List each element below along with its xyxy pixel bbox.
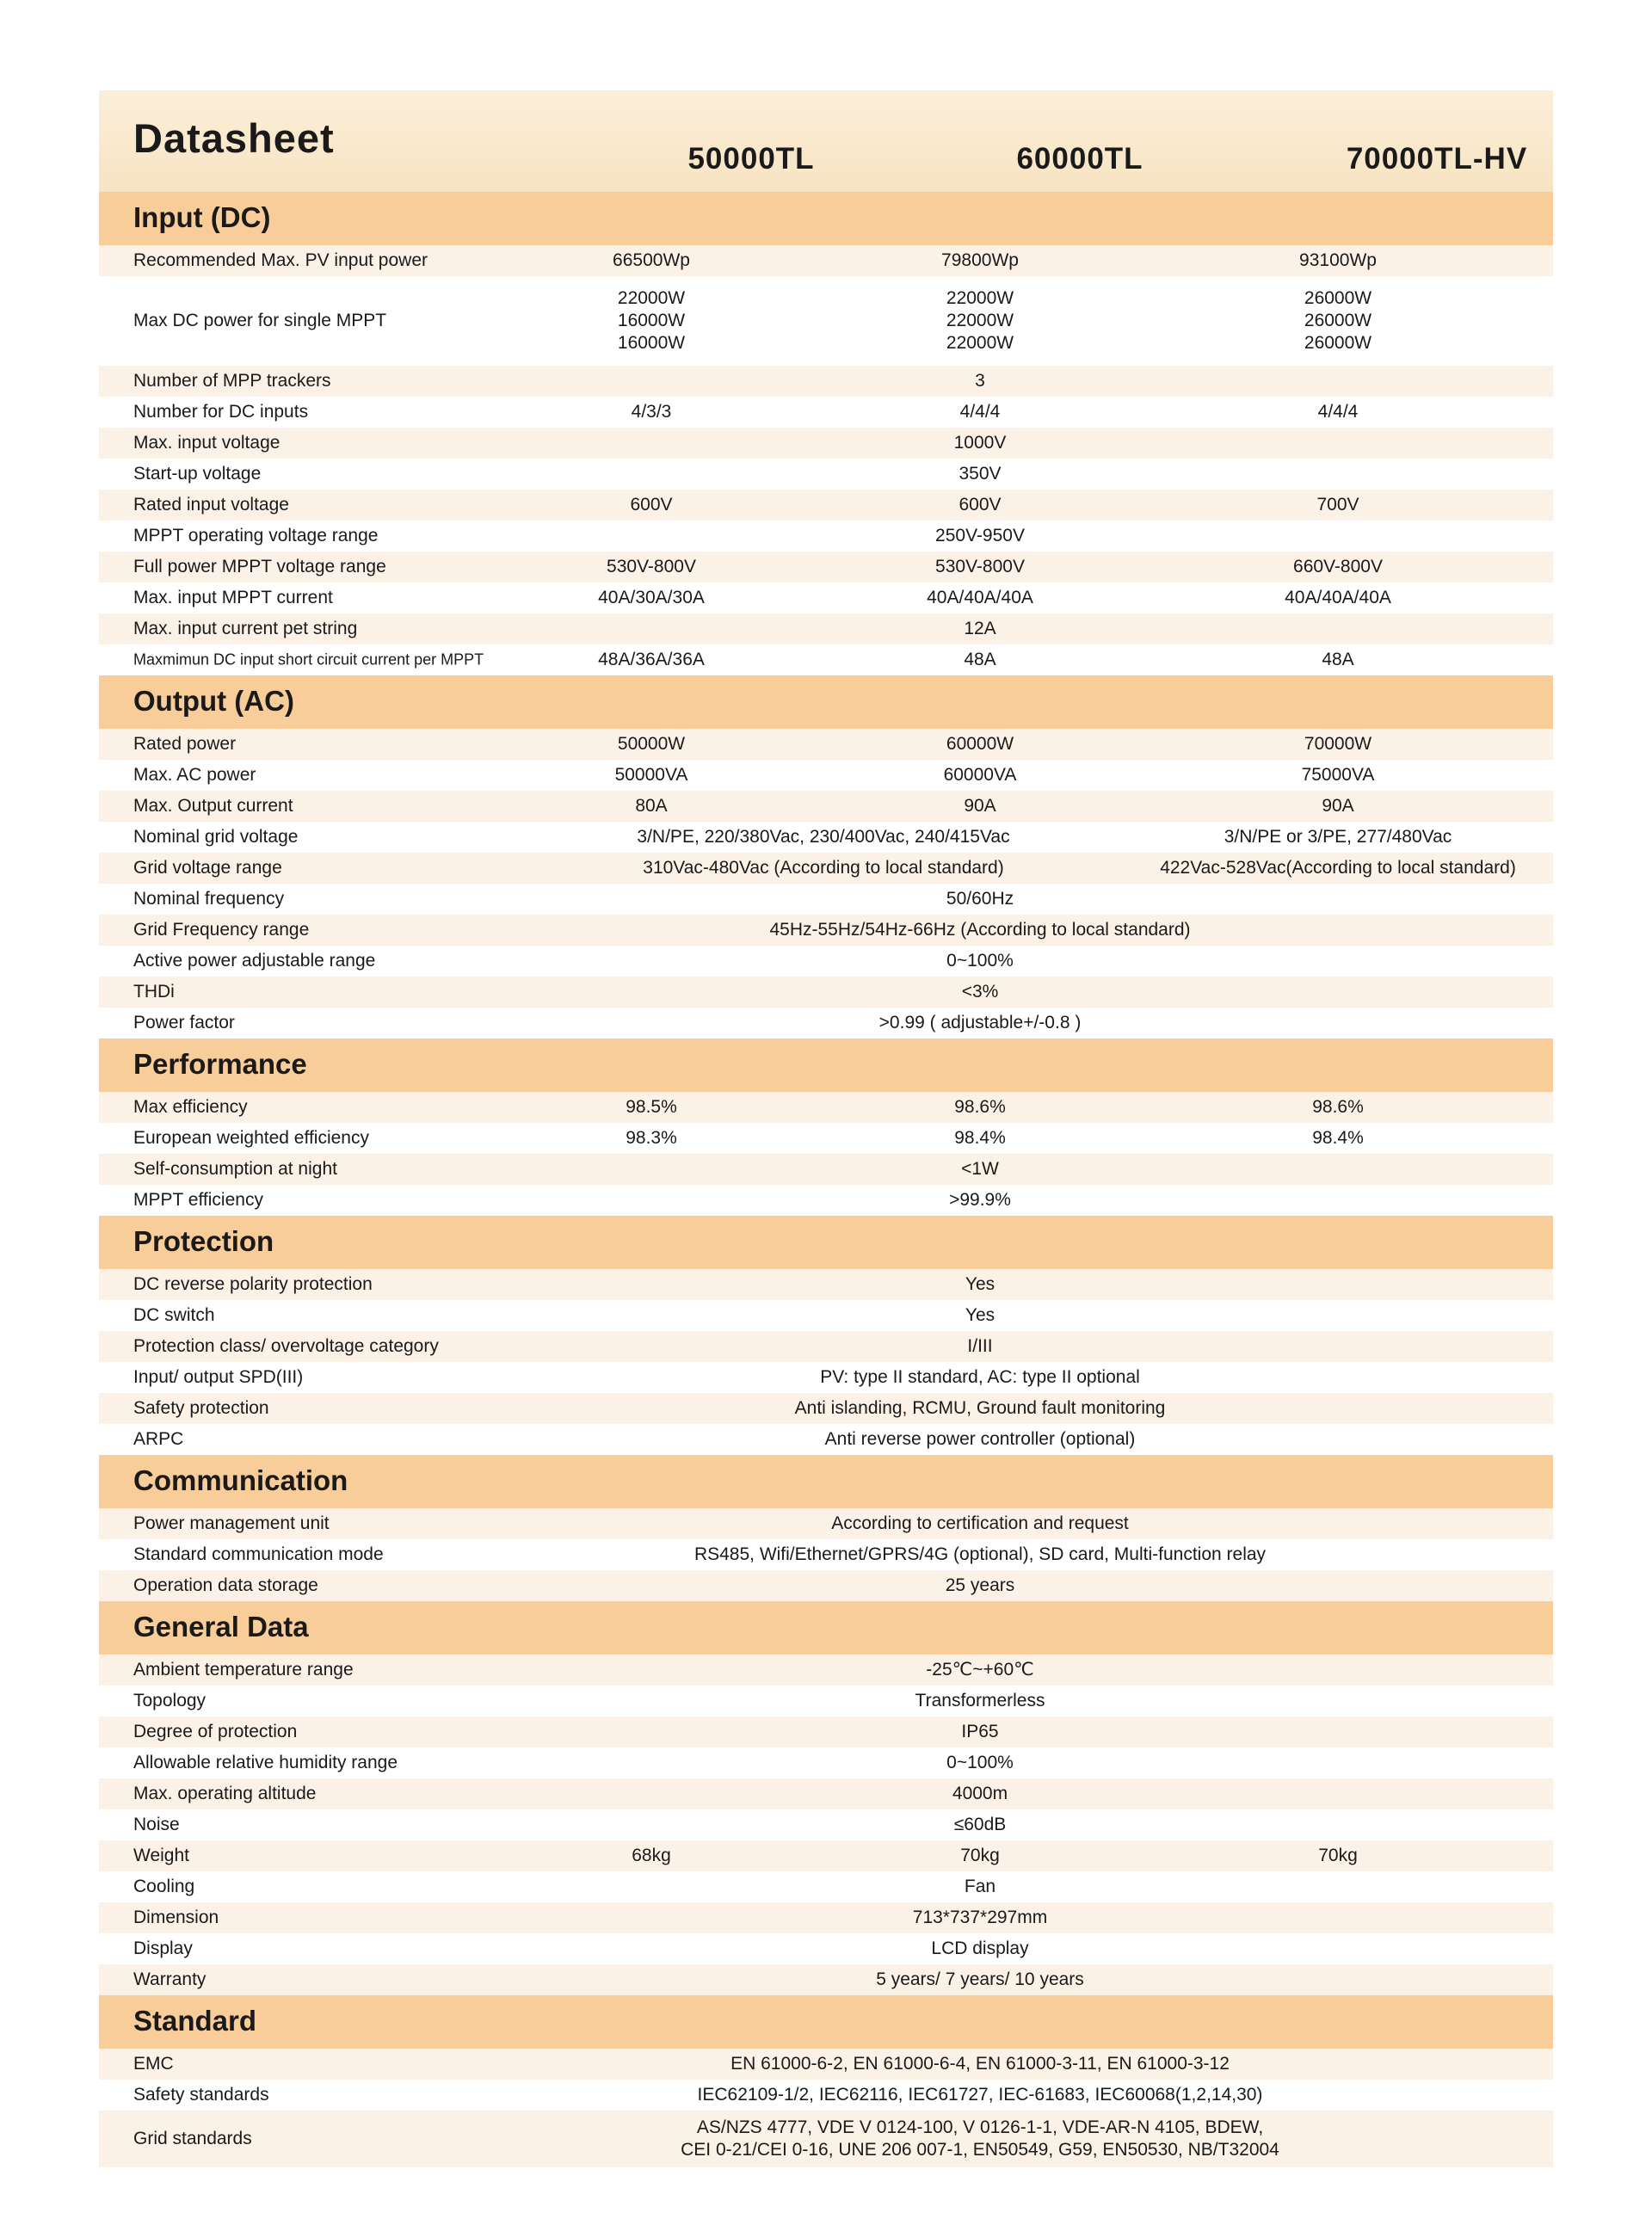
table-row — [99, 644, 1553, 675]
table-row — [99, 977, 1553, 1008]
row-label: Grid Frequency range — [133, 920, 310, 940]
cell-70000tl-hv: 93100Wp — [1299, 250, 1377, 270]
row-label: Grid voltage range — [133, 858, 282, 878]
section-output-ac — [99, 675, 1553, 729]
table-row — [99, 1717, 1553, 1747]
table-row — [99, 2111, 1553, 2167]
row-label: Recommended Max. PV input power — [133, 250, 428, 270]
cell-all: -25℃~+60℃ — [926, 1660, 1034, 1680]
cell-all: 25 years — [945, 1575, 1015, 1595]
section-communication — [99, 1455, 1553, 1508]
page-title: Datasheet — [133, 115, 335, 161]
cell-70000tl-hv: 4/4/4 — [1317, 402, 1359, 422]
table-row — [99, 1123, 1553, 1154]
section-title: Performance — [133, 1048, 307, 1080]
cell-70000tl-hv: 70kg — [1318, 1846, 1358, 1865]
cell-all: 12A — [964, 619, 996, 638]
section-general-data — [99, 1601, 1553, 1655]
cell-all: LCD display — [931, 1938, 1029, 1958]
row-label: Max. input current pet string — [133, 619, 358, 638]
cell-60000tl: 4/4/4 — [959, 402, 1001, 422]
row-label: MPPT efficiency — [133, 1190, 263, 1210]
cell-60000tl: 98.4% — [954, 1128, 1006, 1148]
cell-50000tl: 80A — [635, 796, 668, 816]
cell-all: 4000m — [952, 1784, 1008, 1803]
table-row — [99, 1964, 1553, 1995]
row-label: Max. operating altitude — [133, 1784, 317, 1803]
cell-all: Yes — [965, 1305, 996, 1325]
cell-50000tl: 600V — [630, 495, 673, 515]
cell-70000tl-hv: 40A/40A/40A — [1285, 588, 1391, 607]
row-label: Max DC power for single MPPT — [133, 311, 387, 330]
table-row — [99, 613, 1553, 644]
table-row — [99, 1871, 1553, 1902]
cell-50000tl: 98.3% — [626, 1128, 677, 1148]
model-60000tl: 60000TL — [1016, 142, 1143, 176]
section-title: General Data — [133, 1611, 309, 1643]
cell-70000tl-hv: 90A — [1322, 796, 1354, 816]
row-label: EMC — [133, 2054, 174, 2074]
row-label: Grid standards — [133, 2129, 252, 2148]
table-row — [99, 1269, 1553, 1300]
row-label: Number for DC inputs — [133, 402, 309, 422]
row-label: Max. AC power — [133, 765, 256, 785]
table-row — [99, 760, 1553, 791]
model-70000tl-hv: 70000TL-HV — [1346, 142, 1528, 176]
section-protection — [99, 1216, 1553, 1269]
cell-50000tl: 22000W 16000W 16000W — [617, 288, 686, 353]
table-row — [99, 729, 1553, 760]
cell-60000tl: 70kg — [960, 1846, 1000, 1865]
cell-all: 350V — [959, 464, 1002, 484]
cell-all: <1W — [961, 1159, 999, 1179]
cell-all: 1000V — [953, 433, 1007, 453]
row-label: Safety standards — [133, 2085, 269, 2105]
cell-all: 0~100% — [946, 1753, 1014, 1772]
cell-50000tl: 98.5% — [626, 1097, 677, 1117]
row-label: Degree of protection — [133, 1722, 298, 1741]
cell-60000tl: 600V — [959, 495, 1002, 515]
row-label: Max. input voltage — [133, 433, 280, 453]
cell-all: 45Hz-55Hz/54Hz-66Hz (According to local standard) — [769, 920, 1191, 940]
cell-60000tl: 90A — [964, 796, 996, 816]
cell-all: Yes — [965, 1274, 996, 1294]
row-label: Max. Output current — [133, 796, 293, 816]
cell-all: >0.99 ( adjustable+/-0.8 ) — [878, 1013, 1082, 1032]
cell-50000tl: 68kg — [632, 1846, 671, 1865]
table-row — [99, 1331, 1553, 1362]
row-label: Allowable relative humidity range — [133, 1753, 398, 1772]
section-title: Output (AC) — [133, 685, 294, 717]
row-label: Standard communication mode — [133, 1544, 384, 1564]
table-row — [99, 1424, 1553, 1455]
cell-70000tl-hv: 3/N/PE or 3/PE, 277/480Vac — [1224, 827, 1452, 847]
cell-all: Anti islanding, RCMU, Ground fault monitoring — [794, 1398, 1166, 1418]
cell-50000tl: 40A/30A/30A — [598, 588, 705, 607]
row-label: Noise — [133, 1815, 180, 1834]
row-label: Warranty — [133, 1969, 206, 1989]
row-label: Safety protection — [133, 1398, 269, 1418]
section-input-dc — [99, 192, 1553, 245]
table-row — [99, 521, 1553, 552]
cell-all: >99.9% — [949, 1190, 1011, 1210]
table-row — [99, 1539, 1553, 1570]
table-row — [99, 1902, 1553, 1933]
table-row — [99, 1185, 1553, 1216]
table-row — [99, 366, 1553, 397]
row-label: Power management unit — [133, 1513, 330, 1533]
row-label: Display — [133, 1938, 193, 1958]
table-row — [99, 1300, 1553, 1331]
table-row — [99, 853, 1553, 884]
section-performance — [99, 1039, 1553, 1092]
section-title: Communication — [133, 1464, 348, 1496]
cell-70000tl-hv: 660V-800V — [1293, 557, 1383, 576]
row-label: MPPT operating voltage range — [133, 526, 379, 545]
cell-50000tl-60000tl: 310Vac-480Vac (According to local standard) — [643, 858, 1004, 878]
section-title: Protection — [133, 1225, 274, 1257]
cell-all: RS485, Wifi/Ethernet/GPRS/4G (optional), SD card, Multi-function relay — [693, 1544, 1267, 1564]
cell-all: Fan — [964, 1877, 996, 1896]
table-row — [99, 1747, 1553, 1778]
table-row — [99, 1840, 1553, 1871]
row-label: Start-up voltage — [133, 464, 262, 484]
cell-all: 713*737*297mm — [912, 1908, 1048, 1927]
cell-all: IEC62109-1/2, IEC62116, IEC61727, IEC-61683, IEC60068(1,2,14,30) — [697, 2085, 1263, 2105]
row-label: Rated input voltage — [133, 495, 289, 515]
table-row — [99, 245, 1553, 276]
cell-70000tl-hv: 48A — [1322, 650, 1354, 669]
cell-all: AS/NZS 4777, VDE V 0124-100, V 0126-1-1, VDE-AR-N 4105, BDEW, CEI 0-21/CEI 0-16, UNE 206 007-1, EN50549, G59, EN50530, NB/T32004 — [681, 2117, 1279, 2160]
row-label: Active power adjustable range — [133, 951, 376, 971]
table-row — [99, 946, 1553, 977]
cell-50000tl: 50000W — [617, 734, 686, 754]
table-row — [99, 459, 1553, 490]
cell-70000tl-hv: 75000VA — [1301, 765, 1375, 785]
section-standard — [99, 1995, 1553, 2049]
cell-60000tl: 60000W — [946, 734, 1014, 754]
row-label: Input/ output SPD(III) — [133, 1367, 304, 1387]
cell-50000tl: 530V-800V — [607, 557, 696, 576]
table-row — [99, 1655, 1553, 1686]
table-row — [99, 552, 1553, 582]
cell-60000tl: 40A/40A/40A — [927, 588, 1033, 607]
row-label: Ambient temperature range — [133, 1660, 354, 1680]
cell-60000tl: 530V-800V — [935, 557, 1025, 576]
table-row — [99, 1570, 1553, 1601]
row-label: THDi — [133, 982, 175, 1002]
cell-60000tl: 98.6% — [954, 1097, 1006, 1117]
cell-70000tl-hv: 26000W 26000W 26000W — [1304, 288, 1372, 353]
row-label: Full power MPPT voltage range — [133, 557, 386, 576]
cell-all: 0~100% — [946, 951, 1014, 971]
row-label: Protection class/ overvoltage category — [133, 1336, 439, 1356]
cell-60000tl: 22000W 22000W 22000W — [946, 288, 1014, 353]
row-label: DC reverse polarity protection — [133, 1274, 373, 1294]
table-row — [99, 582, 1553, 613]
table-row — [99, 397, 1553, 428]
row-label: DC switch — [133, 1305, 215, 1325]
row-label: Operation data storage — [133, 1575, 318, 1595]
table-row — [99, 1686, 1553, 1717]
row-label: European weighted efficiency — [133, 1128, 369, 1148]
cell-all: 50/60Hz — [946, 889, 1014, 909]
row-label: Rated power — [133, 734, 237, 754]
row-label: Self-consumption at night — [133, 1159, 337, 1179]
cell-70000tl-hv: 422Vac-528Vac(According to local standard) — [1160, 858, 1516, 878]
table-row — [99, 822, 1553, 853]
datasheet-header — [99, 90, 1553, 192]
table-row — [99, 1092, 1553, 1123]
model-50000tl: 50000TL — [687, 142, 815, 176]
row-label: Dimension — [133, 1908, 219, 1927]
cell-all: 5 years/ 7 years/ 10 years — [876, 1969, 1084, 1989]
table-row — [99, 1362, 1553, 1393]
row-label: Weight — [133, 1846, 189, 1865]
cell-all: According to certification and request — [831, 1513, 1129, 1533]
cell-all: ≤60dB — [953, 1815, 1007, 1834]
row-label: Number of MPP trackers — [133, 371, 331, 391]
row-label: Nominal grid voltage — [133, 827, 299, 847]
cell-70000tl-hv: 98.4% — [1312, 1128, 1364, 1148]
cell-60000tl: 79800Wp — [941, 250, 1019, 270]
table-row — [99, 1508, 1553, 1539]
cell-all: 3 — [975, 371, 985, 391]
cell-all: PV: type II standard, AC: type II optional — [820, 1367, 1140, 1387]
cell-70000tl-hv: 70000W — [1304, 734, 1372, 754]
row-label: Topology — [133, 1691, 206, 1710]
cell-all: IP65 — [961, 1722, 999, 1741]
cell-50000tl: 48A/36A/36A — [598, 650, 705, 669]
section-title: Input (DC) — [133, 201, 271, 233]
cell-70000tl-hv: 700V — [1316, 495, 1359, 515]
section-title: Standard — [133, 2005, 257, 2037]
table-row — [99, 1778, 1553, 1809]
table-row — [99, 276, 1553, 366]
table-row — [99, 1809, 1553, 1840]
table-row — [99, 2049, 1553, 2080]
datasheet — [99, 90, 1553, 2167]
row-label: Max. input MPPT current — [133, 588, 333, 607]
row-label: Maxmimun DC input short circuit current per MPPT — [133, 650, 484, 669]
table-row — [99, 791, 1553, 822]
table-row — [99, 1154, 1553, 1185]
cell-all: EN 61000-6-2, EN 61000-6-4, EN 61000-3-11, EN 61000-3-12 — [730, 2054, 1230, 2074]
table-row — [99, 1933, 1553, 1964]
row-label: Nominal frequency — [133, 889, 285, 909]
cell-50000tl: 50000VA — [614, 765, 688, 785]
table-row — [99, 884, 1553, 915]
table-row — [99, 1393, 1553, 1424]
cell-50000tl: 4/3/3 — [631, 402, 672, 422]
table-row — [99, 1008, 1553, 1039]
cell-50000tl-60000tl: 3/N/PE, 220/380Vac, 230/400Vac, 240/415Vac — [637, 827, 1010, 847]
cell-60000tl: 48A — [964, 650, 996, 669]
table-row — [99, 428, 1553, 459]
cell-all: Transformerless — [915, 1691, 1045, 1710]
cell-60000tl: 60000VA — [943, 765, 1017, 785]
cell-50000tl: 66500Wp — [613, 250, 690, 270]
cell-all: I/III — [967, 1336, 993, 1356]
cell-all: 250V-950V — [935, 526, 1025, 545]
row-label: Cooling — [133, 1877, 195, 1896]
cell-70000tl-hv: 98.6% — [1312, 1097, 1364, 1117]
table-row — [99, 915, 1553, 946]
cell-all: <3% — [961, 982, 999, 1002]
table-row — [99, 490, 1553, 521]
cell-all: Anti reverse power controller (optional) — [824, 1429, 1136, 1449]
row-label: Max efficiency — [133, 1097, 248, 1117]
row-label: ARPC — [133, 1429, 184, 1449]
row-label: Power factor — [133, 1013, 235, 1032]
table-row — [99, 2080, 1553, 2111]
